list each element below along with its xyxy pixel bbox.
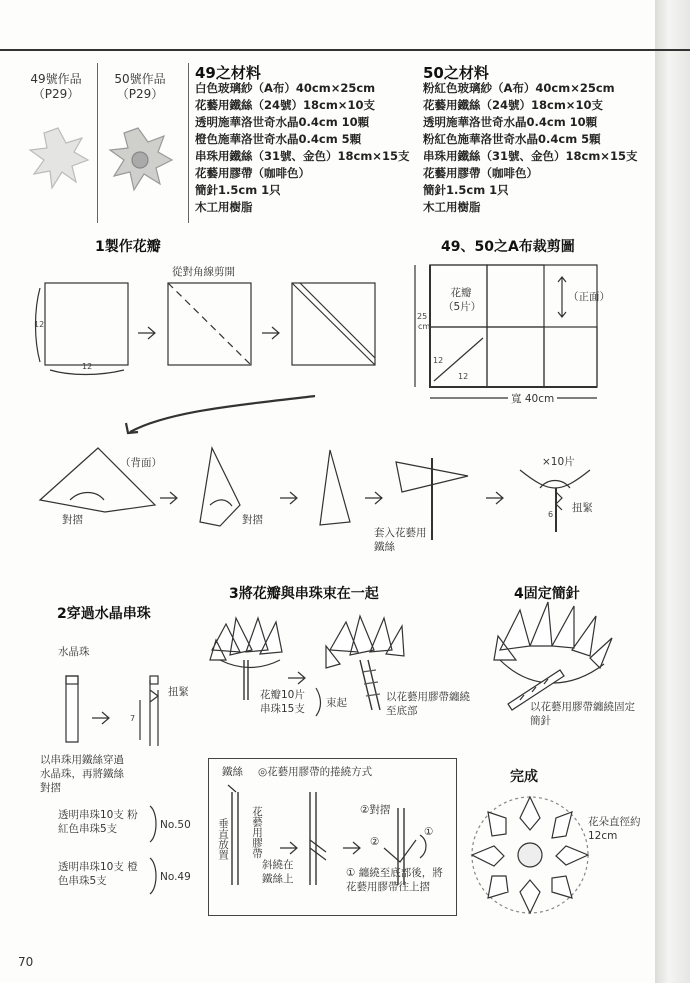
list-item: 木工用樹脂	[423, 200, 481, 214]
list-item: 粉紅色施華洛世奇水晶0.4cm 5顆	[423, 132, 601, 146]
fold-note: 對摺	[62, 514, 83, 526]
arrow-icon	[486, 492, 503, 504]
fold-arrow-icon	[210, 500, 232, 506]
brace-icon	[150, 806, 156, 842]
bundle-note: 束起	[326, 697, 347, 709]
flower-with-pin	[494, 602, 612, 710]
times-ten-note: ×10片	[542, 456, 575, 468]
arrow-icon	[365, 492, 382, 504]
tape-note: 以花藝用膠帶纏繞至底部	[386, 691, 470, 717]
curved-arrow-icon	[130, 396, 315, 432]
list-item: 花藝用膠帶（咖啡色）	[423, 166, 538, 180]
list-item: 透明施華洛世奇水晶0.4cm 10顆	[195, 115, 370, 129]
flower-50-photo	[110, 128, 172, 190]
diag-wrap-note: 斜繞在鐵絲上	[262, 859, 294, 885]
petals-label: 花瓣（5片）	[443, 287, 482, 313]
cutting-layout-border	[430, 265, 597, 387]
flower-diameter: 花朵直徑約12cm	[588, 816, 641, 842]
list-item: 串珠用鐵絲（31號、金色）18cm×15支	[423, 149, 638, 163]
list-item: 白色玻璃紗（A布）40cm×25cm	[195, 81, 376, 95]
thumb-49-page: （P29）	[32, 87, 80, 101]
dim-label: 12	[34, 320, 45, 329]
bead	[150, 676, 158, 684]
no49-label: No.49	[160, 871, 191, 883]
dim-label: 12	[433, 356, 444, 365]
arrow-icon	[288, 672, 305, 684]
arrow-icon	[280, 492, 297, 504]
fabric-square	[45, 283, 128, 365]
list-item: 花藝用鐵絲（24號）18cm×10支	[195, 98, 375, 112]
dim-label: 7	[130, 714, 136, 723]
materials-49-title: 49之材料	[195, 64, 261, 82]
width-label: 寬 40cm	[508, 393, 557, 406]
thumb-50-title: 50號作品	[114, 72, 166, 86]
arrow-icon	[262, 327, 279, 339]
legend-title: ◎花藝用膠帶的捲繞方式	[258, 766, 373, 778]
cutting-title: 49、50之A布裁剪圖	[441, 239, 575, 255]
materials-50-title: 50之材料	[423, 64, 489, 82]
cut-piece	[487, 327, 544, 387]
finished-title: 完成	[510, 769, 538, 785]
arrow-icon	[160, 492, 177, 504]
back-side-note: （背面）	[120, 457, 162, 469]
petal-folded	[200, 448, 240, 526]
step1-title: 1製作花瓣	[95, 239, 161, 255]
twist-mark	[150, 690, 158, 702]
list-item: 簡針1.5cm 1只	[423, 183, 509, 197]
folded-wire	[150, 680, 158, 746]
page-number: 70	[18, 955, 34, 969]
no50-beads: 透明串珠10支 粉紅色串珠5支	[58, 809, 138, 835]
cut-line	[168, 283, 251, 365]
list-item: 粉紅色玻璃紗（A布）40cm×25cm	[423, 81, 615, 95]
cut-piece	[544, 327, 597, 387]
brace-icon	[316, 688, 321, 716]
step3-title: 3將花瓣與串珠束在一起	[229, 586, 379, 602]
cut-triangles	[292, 283, 375, 365]
list-item: 串珠用鐵絲（31號、金色）18cm×15支	[195, 149, 410, 163]
petal-twisted	[520, 470, 590, 488]
direction-arrow-icon	[558, 277, 566, 317]
arrow-icon	[92, 712, 109, 724]
twist-note: 扭緊	[572, 502, 593, 514]
list-item: 透明施華洛世奇水晶0.4cm 10顆	[423, 115, 598, 129]
list-item: 簡針1.5cm 1只	[195, 183, 281, 197]
flower-49-photo	[30, 128, 88, 188]
thumb-49-title: 49號作品	[30, 72, 82, 86]
brace-icon	[150, 858, 156, 894]
step2-instruction: 以串珠用鐵絲穿過水晶珠，再將鐵絲對摺	[40, 754, 124, 794]
thumb-50-page: （P29）	[116, 87, 164, 101]
twist-note: 扭緊	[168, 686, 189, 698]
circle-one: ①	[424, 826, 434, 838]
cut-note: 從對角線剪開	[172, 266, 235, 278]
finished-flower	[472, 797, 588, 913]
dim-label: 12	[82, 362, 93, 371]
height-unit: cm	[418, 322, 431, 331]
petal-fold	[540, 481, 570, 489]
no50-label: No.50	[160, 819, 191, 831]
fold-arrow-icon	[70, 493, 104, 501]
no49-beads: 透明串珠10支 橙色串珠5支	[58, 861, 138, 887]
petal-narrow	[320, 450, 350, 525]
dim-label: 6	[548, 510, 554, 519]
tape-label: 花藝用膠帶	[251, 806, 263, 859]
vertical-note: 垂直放置	[217, 818, 229, 860]
height-label: 25	[417, 312, 428, 321]
step4-title: 4固定簡針	[514, 586, 580, 602]
circle-two: ②	[370, 836, 380, 848]
bead-label: 水晶珠	[58, 646, 90, 658]
wrap-instruction: ① 纏繞至底部後，將花藝用膠帶往上摺	[346, 867, 443, 893]
list-item: 花藝用膠帶（咖啡色）	[195, 166, 310, 180]
cut-piece	[487, 265, 544, 327]
dim-label: 12	[458, 372, 469, 381]
bundle-count: 花瓣10片 串珠15支	[260, 689, 305, 715]
list-item: 木工用樹脂	[195, 200, 253, 214]
fold-note: 對摺	[242, 514, 263, 526]
fold-step-label: ②對摺	[360, 804, 391, 816]
bead-wire	[66, 676, 78, 742]
step4-note: 以花藝用膠帶纏繞固定簡針	[530, 701, 635, 727]
list-item: 橙色施華洛世奇水晶0.4cm 5顆	[195, 132, 362, 146]
front-label: （正面）	[568, 291, 610, 303]
step2-title: 2穿過水晶串珠	[57, 606, 151, 622]
cutting-layout-outline	[430, 265, 597, 387]
list-item: 花藝用鐵絲（24號）18cm×10支	[423, 98, 603, 112]
insert-wire-note: 套入花藝用鐵絲	[374, 527, 427, 553]
arrow-icon	[138, 327, 155, 339]
legend-wire-label: 鐵絲	[222, 766, 243, 778]
